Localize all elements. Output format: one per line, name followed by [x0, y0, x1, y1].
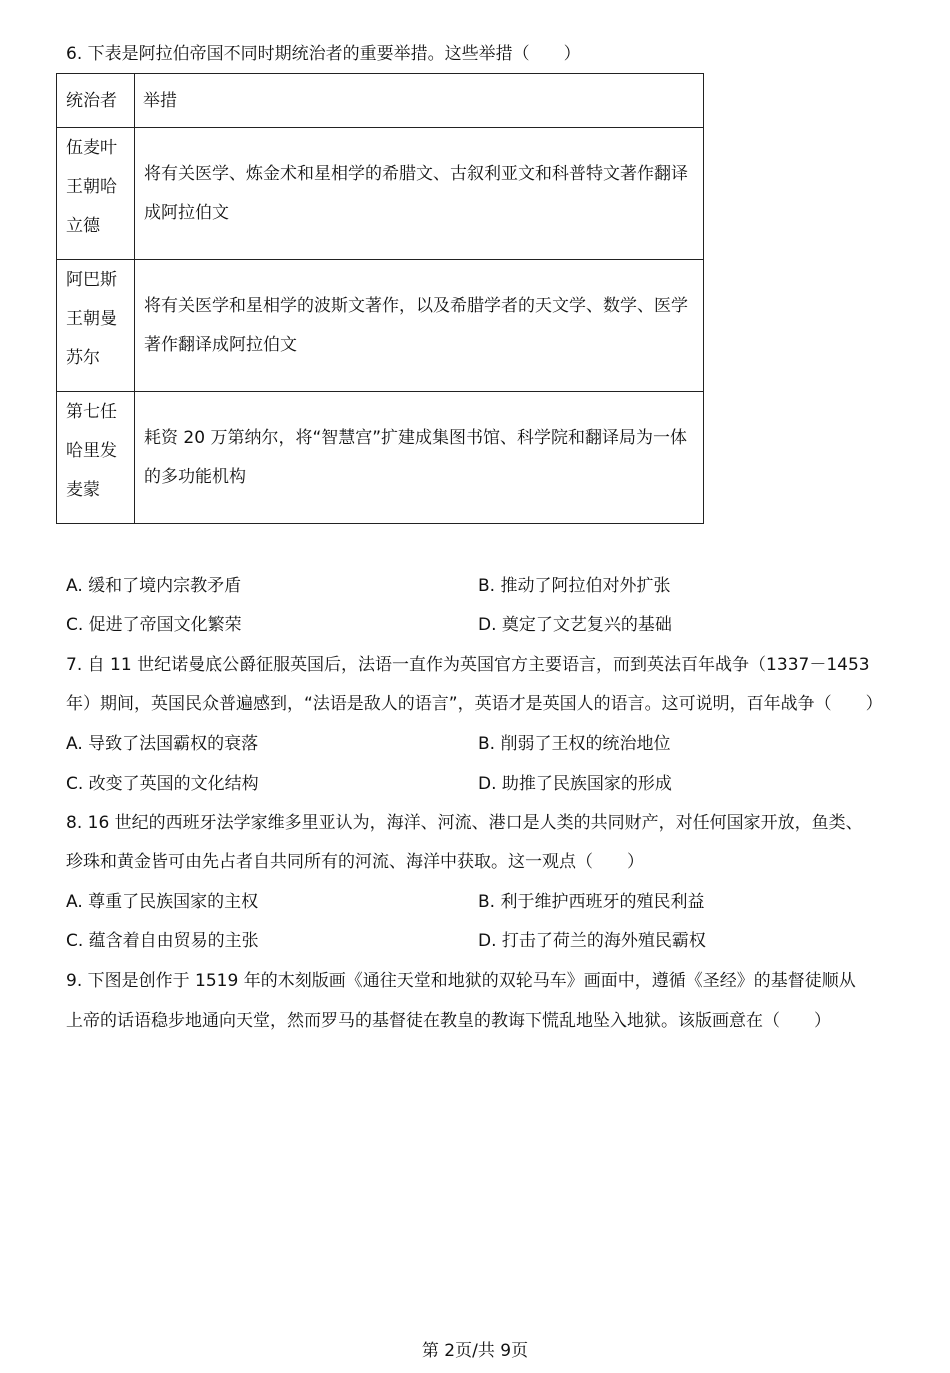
q7-option-b[interactable]: B. 削弱了王权的统治地位 — [478, 734, 671, 754]
ruler-cell: 伍麦叶 王朝哈 立德 — [57, 128, 135, 260]
q7-stem-line1: 7. 自 11 世纪诺曼底公爵征服英国后，法语一直作为英国官方主要语言，而到英法百年战争（1337－1453 — [66, 655, 870, 675]
q6-table — [56, 73, 704, 524]
q6-option-a[interactable]: A. 缓和了境内宗教矛盾 — [66, 576, 242, 596]
q8-option-a[interactable]: A. 尊重了民族国家的主权 — [66, 892, 259, 912]
q7-option-c[interactable]: C. 改变了英国的文化结构 — [66, 774, 259, 794]
q8-option-b[interactable]: B. 利于维护西班牙的殖民利益 — [478, 892, 705, 912]
q6-option-d[interactable]: D. 奠定了文艺复兴的基础 — [478, 615, 672, 635]
q8-stem-line1: 8. 16 世纪的西班牙法学家维多里亚认为，海洋、河流、港口是人类的共同财产，对任何国家开放，鱼类、 — [66, 813, 863, 833]
q8-option-c[interactable]: C. 蕴含着自由贸易的主张 — [66, 931, 259, 951]
q7-option-a[interactable]: A. 导致了法国霸权的衰落 — [66, 734, 259, 754]
measure-cell: 将有关医学、炼金术和星相学的希腊文、古叙利亚文和科普特文著作翻译成阿拉伯文 — [135, 128, 704, 260]
q6-option-c[interactable]: C. 促进了帝国文化繁荣 — [66, 615, 242, 635]
q7-stem-line2: 年）期间，英国民众普遍感到，“法语是敌人的语言”，英语才是英国人的语言。这可说明，百年战争（ ） — [66, 694, 883, 714]
q6-option-b[interactable]: B. 推动了阿拉伯对外扩张 — [478, 576, 671, 596]
ruler-cell: 阿巴斯 王朝曼 苏尔 — [57, 260, 135, 392]
table-row — [57, 128, 704, 260]
q6-stem: 6. 下表是阿拉伯帝国不同时期统治者的重要举措。这些举措（ ） — [66, 44, 581, 64]
table-header-row — [57, 74, 704, 128]
ruler-cell: 第七任 哈里发 麦蒙 — [57, 392, 135, 524]
page-number: 第 2页/共 9页 — [421, 1341, 529, 1361]
q8-stem-line2: 珍珠和黄金皆可由先占者自共同所有的河流、海洋中获取。这一观点（ ） — [66, 852, 644, 872]
table-row — [57, 260, 704, 392]
q9-stem-line2: 上帝的话语稳步地通向天堂，然而罗马的基督徒在教皇的教诲下慌乱地坠入地狱。该版画意在（ ） — [66, 1011, 831, 1031]
measure-cell: 将有关医学和星相学的波斯文著作，以及希腊学者的天文学、数学、医学著作翻译成阿拉伯文 — [135, 260, 704, 392]
header-measure: 举措 — [135, 74, 704, 128]
measure-cell: 耗资 20 万第纳尔，将“智慧宫”扩建成集图书馆、科学院和翻译局为一体的多功能机构 — [135, 392, 704, 524]
header-ruler: 统治者 — [57, 74, 135, 128]
q7-option-d[interactable]: D. 助推了民族国家的形成 — [478, 774, 672, 794]
table-row — [57, 392, 704, 524]
q9-stem-line1: 9. 下图是创作于 1519 年的木刻版画《通往天堂和地狱的双轮马车》画面中，遵循《圣经》的基督徒顺从 — [66, 971, 856, 991]
q8-option-d[interactable]: D. 打击了荷兰的海外殖民霸权 — [478, 931, 706, 951]
